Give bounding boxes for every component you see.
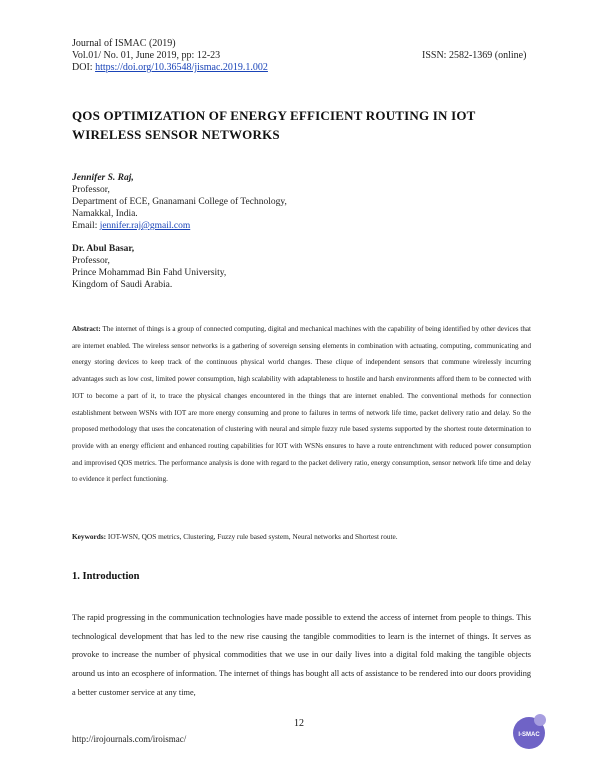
author-role: Professor, bbox=[72, 256, 110, 266]
journal-name: Journal of ISMAC (2019) bbox=[72, 38, 176, 49]
abstract-label: Abstract: bbox=[72, 325, 101, 333]
author-email-line bbox=[72, 220, 287, 232]
doi-link[interactable]: https://doi.org/10.36548/jismac.2019.1.002 bbox=[95, 62, 268, 73]
author-block-2 bbox=[72, 243, 226, 291]
keywords bbox=[72, 532, 531, 542]
author-role: Professor, bbox=[72, 185, 110, 195]
author-country: Kingdom of Saudi Arabia. bbox=[72, 280, 173, 290]
author-name: Jennifer S. Raj, bbox=[72, 173, 134, 183]
journal-issn: ISSN: 2582-1369 (online) bbox=[422, 50, 527, 61]
email-label: Email: bbox=[72, 221, 100, 231]
logo-small-circle bbox=[534, 714, 546, 726]
author-email-link[interactable]: jennifer.raj@gmail.com bbox=[99, 221, 191, 231]
author-block-1 bbox=[72, 172, 287, 232]
abstract-text: The internet of things is a group of connected computing, digital and mechanical machines with the capability of being identified by other devices that are internet enabled. The wireless sensor networks is a gathering of sovereign sensing elements in combination with actuating, computing, communicating and energy storing devices to keep track of the continuous physical world changes. These clique of independent sensors that commune wirelessly incurring advantages such as low cost, limited power consumption, high scalability with adaptableness to hostile and harsh environments afford them to be connected with IOT to become a part of it, to trace the physical changes encountered in the things that are internet enabled. The conventional methods for connection establishment between WSNs with IOT are more energy consuming and prone to failures in terms of network life time, packet delivery ratio and delay. So the proposed methodology that uses the concatenation of clustering with neural and simple fuzzy rule based systems supported by the shortest route determination to provide with an energy efficient and enhanced routing capabilities for IOT with WSNs ensures to have a route entrenchment with reduced power consumption and improvised QOS metrics. The performance analysis is done with regard to the packet delivery ratio, energy consumption, sensor network life time and delay to evidence it perfect functioning. bbox=[72, 325, 531, 484]
page-number: 12 bbox=[294, 718, 304, 729]
section-heading: 1. Introduction bbox=[72, 571, 140, 582]
footer-url: http://irojournals.com/iroismac/ bbox=[72, 734, 187, 744]
author-place: Namakkal, India. bbox=[72, 209, 138, 219]
keywords-label: Keywords: bbox=[72, 532, 107, 541]
logo-text: I-SMAC bbox=[518, 732, 540, 738]
abstract bbox=[72, 321, 531, 488]
journal-volume: Vol.01/ No. 01, June 2019, pp: 12-23 bbox=[72, 50, 221, 61]
paper-title: QOS OPTIMIZATION OF ENERGY EFFICIENT ROUTING IN IOT WIRELESS SENSOR NETWORKS bbox=[72, 108, 476, 142]
ismac-logo bbox=[508, 712, 548, 750]
author-department: Department of ECE, Gnanamani College of Technology, bbox=[72, 197, 287, 207]
keywords-text: IOT-WSN, QOS metrics, Clustering, Fuzzy rule based system, Neural networks and Shortest route. bbox=[106, 532, 398, 541]
doi-line bbox=[72, 62, 268, 74]
section-body-text: The rapid progressing in the communication technologies have made possible to extend the access of internet from people to things. This technological development that has led to the new rise causing the tangible commodities to learn is the internet of things. It serves as provoke to increase the number of physical commodities that we use in our daily lives into a digital fold making the tangible objects around us into an ecosphere of information. The internet of things has bought all acts of assistance to be rendered into our doors providing a better customer service at any time, bbox=[72, 613, 531, 697]
author-organization: Prince Mohammad Bin Fahd University, bbox=[72, 268, 227, 278]
doi-label: DOI: bbox=[72, 62, 96, 73]
author-name: Dr. Abul Basar, bbox=[72, 244, 135, 254]
